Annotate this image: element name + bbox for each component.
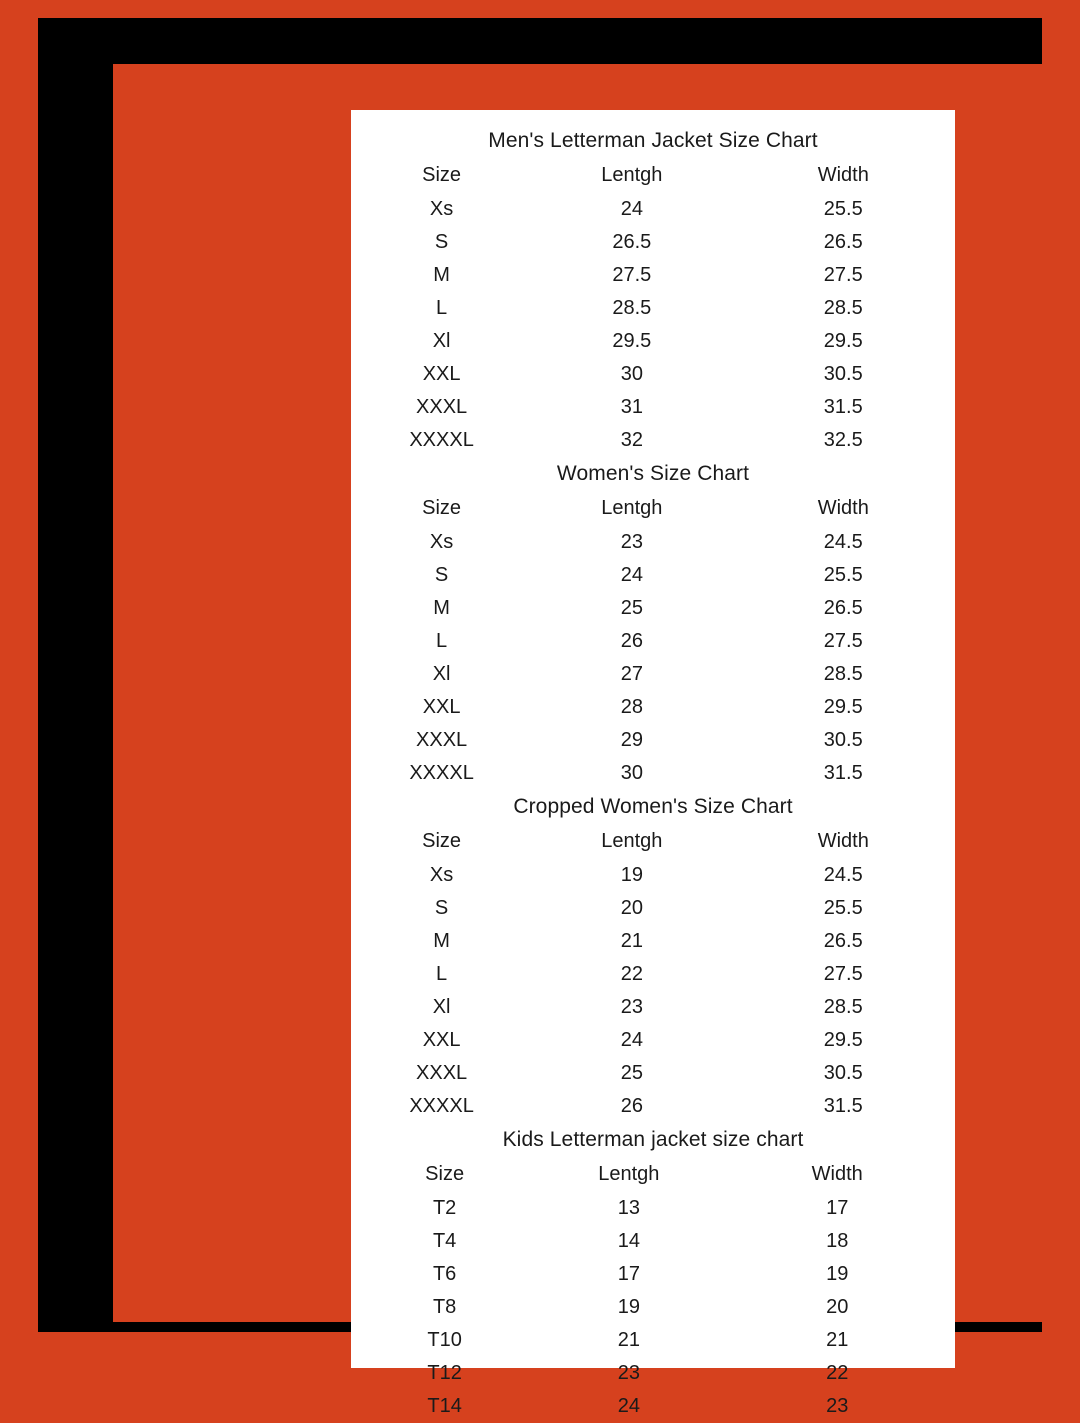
cell-size: L [436,630,448,652]
cell-size: T10 [427,1329,462,1351]
table-row [351,1357,955,1390]
cell-width: 29.5 [823,696,863,718]
cell-length: 24 [620,198,643,220]
cell-width: 28.5 [823,663,863,685]
cell-width: 29.5 [823,1029,863,1051]
column-header-length: Lentgh [601,164,663,186]
cell-width: 31.5 [823,762,863,784]
table-row [351,226,955,259]
cell-size: M [433,264,450,286]
cell-width: 27.5 [823,963,863,985]
size-table-cropped-womens [351,825,955,1123]
cell-length: 25 [620,597,643,619]
cell-length: 21 [617,1329,640,1351]
table-row [351,193,955,226]
cell-width: 31.5 [823,1095,863,1117]
size-chart-block-womens [351,457,955,790]
cell-width: 24.5 [823,531,863,553]
column-header-length: Lentgh [598,1163,660,1185]
cell-width: 17 [826,1197,849,1219]
cell-width: 28.5 [823,996,863,1018]
table-header-row [351,492,955,526]
cell-width: 28.5 [823,297,863,319]
cell-length: 24 [620,1029,643,1051]
cell-size: XXL [422,363,461,385]
cell-length: 23 [617,1362,640,1384]
cell-size: L [436,963,448,985]
cell-width: 25.5 [823,198,863,220]
table-row [351,1258,955,1291]
cell-size: XXXXL [409,429,474,451]
cell-width: 27.5 [823,264,863,286]
cell-size: T8 [432,1296,457,1318]
cell-size: T14 [427,1395,462,1417]
table-row [351,757,955,790]
cell-width: 30.5 [823,363,863,385]
cell-length: 29 [620,729,643,751]
size-table-womens [351,492,955,790]
cell-length: 24 [620,564,643,586]
cell-length: 19 [620,864,643,886]
cell-width: 25.5 [823,897,863,919]
size-chart-block-kids [351,1123,955,1423]
column-header-length: Lentgh [601,497,663,519]
chart-title-mens: Men's Letterman Jacket Size Chart [488,129,818,152]
outer-black-frame [38,18,1042,1417]
table-row [351,391,955,424]
cell-size: L [436,297,448,319]
cell-width: 25.5 [823,564,863,586]
cell-size: T2 [432,1197,457,1219]
cell-length: 28 [620,696,643,718]
table-row [351,559,955,592]
cell-width: 23 [826,1395,849,1417]
size-chart-block-mens [351,124,955,457]
table-row [351,1090,955,1123]
cell-size: Xs [429,198,454,220]
table-row [351,1024,955,1057]
cell-length: 26.5 [612,231,652,253]
table-row [351,292,955,325]
cell-width: 26.5 [823,597,863,619]
cell-size: XXL [422,696,461,718]
size-chart-sheet [351,110,955,1417]
cell-width: 26.5 [823,231,863,253]
cell-width: 18 [826,1230,849,1252]
cell-length: 25 [620,1062,643,1084]
column-header-size: Size [422,164,462,186]
cell-length: 24 [617,1395,640,1417]
table-row [351,526,955,559]
chart-title-womens: Women's Size Chart [556,462,750,485]
cell-size: M [433,930,450,952]
cell-size: XXXXL [409,1095,474,1117]
table-row [351,958,955,991]
table-row [351,358,955,391]
cell-size: XXXL [416,1062,468,1084]
column-header-size: Size [422,497,462,519]
cell-length: 26 [620,630,643,652]
column-header-width: Width [817,164,869,186]
table-row [351,1225,955,1258]
cell-size: S [434,231,449,253]
table-row [351,1390,955,1423]
column-header-size: Size [425,1163,465,1185]
table-row [351,925,955,958]
cell-size: S [434,564,449,586]
cell-length: 14 [617,1230,640,1252]
cell-size: T6 [432,1263,457,1285]
cell-size: XXXL [416,729,468,751]
column-header-width: Width [811,1163,863,1185]
cell-width: 26.5 [823,930,863,952]
table-row [351,259,955,292]
cell-length: 27.5 [612,264,652,286]
chart-title-kids: Kids Letterman jacket size chart [502,1128,804,1151]
cell-size: XXXXL [409,762,474,784]
cell-size: Xs [429,864,454,886]
cell-size: XXL [422,1029,461,1051]
table-row [351,1324,955,1357]
cell-length: 29.5 [612,330,652,352]
table-row [351,592,955,625]
cell-length: 13 [617,1197,640,1219]
size-chart-block-cropped-womens [351,790,955,1123]
cell-width: 19 [826,1263,849,1285]
cell-size: T12 [427,1362,462,1384]
cell-width: 27.5 [823,630,863,652]
cell-width: 30.5 [823,1062,863,1084]
table-header-row [351,825,955,859]
table-row [351,1291,955,1324]
cell-length: 17 [617,1263,640,1285]
column-header-size: Size [422,830,462,852]
cell-size: Xl [432,663,451,685]
column-header-length: Lentgh [601,830,663,852]
cell-length: 23 [620,996,643,1018]
cell-length: 20 [620,897,643,919]
cell-size: XXXL [416,396,468,418]
cell-width: 22 [826,1362,849,1384]
table-row [351,625,955,658]
cell-width: 24.5 [823,864,863,886]
column-header-width: Width [817,830,869,852]
chart-title-cropped-womens: Cropped Women's Size Chart [513,795,793,818]
table-header-row [351,1158,955,1192]
table-row [351,325,955,358]
cell-width: 30.5 [823,729,863,751]
table-row [351,691,955,724]
cell-size: S [434,897,449,919]
cell-length: 27 [620,663,643,685]
cell-width: 32.5 [823,429,863,451]
cell-length: 26 [620,1095,643,1117]
table-row [351,424,955,457]
cell-width: 29.5 [823,330,863,352]
table-row [351,991,955,1024]
cell-length: 23 [620,531,643,553]
cell-length: 30 [620,762,643,784]
column-header-width: Width [817,497,869,519]
cell-length: 21 [620,930,643,952]
cell-length: 30 [620,363,643,385]
table-row [351,658,955,691]
cell-size: M [433,597,450,619]
cell-length: 32 [620,429,643,451]
cell-size: T4 [432,1230,457,1252]
cell-length: 19 [617,1296,640,1318]
table-row [351,892,955,925]
cell-width: 21 [826,1329,849,1351]
table-row [351,1057,955,1090]
cell-width: 31.5 [823,396,863,418]
cell-size: Xl [432,996,451,1018]
cell-length: 28.5 [612,297,652,319]
size-table-kids [351,1158,955,1423]
table-row [351,1192,955,1225]
cell-length: 22 [620,963,643,985]
table-row [351,724,955,757]
table-row [351,859,955,892]
cell-length: 31 [620,396,643,418]
cell-size: Xs [429,531,454,553]
cell-width: 20 [826,1296,849,1318]
inner-red-panel [113,64,1043,1417]
size-table-mens [351,159,955,457]
table-header-row [351,159,955,193]
cell-size: Xl [432,330,451,352]
